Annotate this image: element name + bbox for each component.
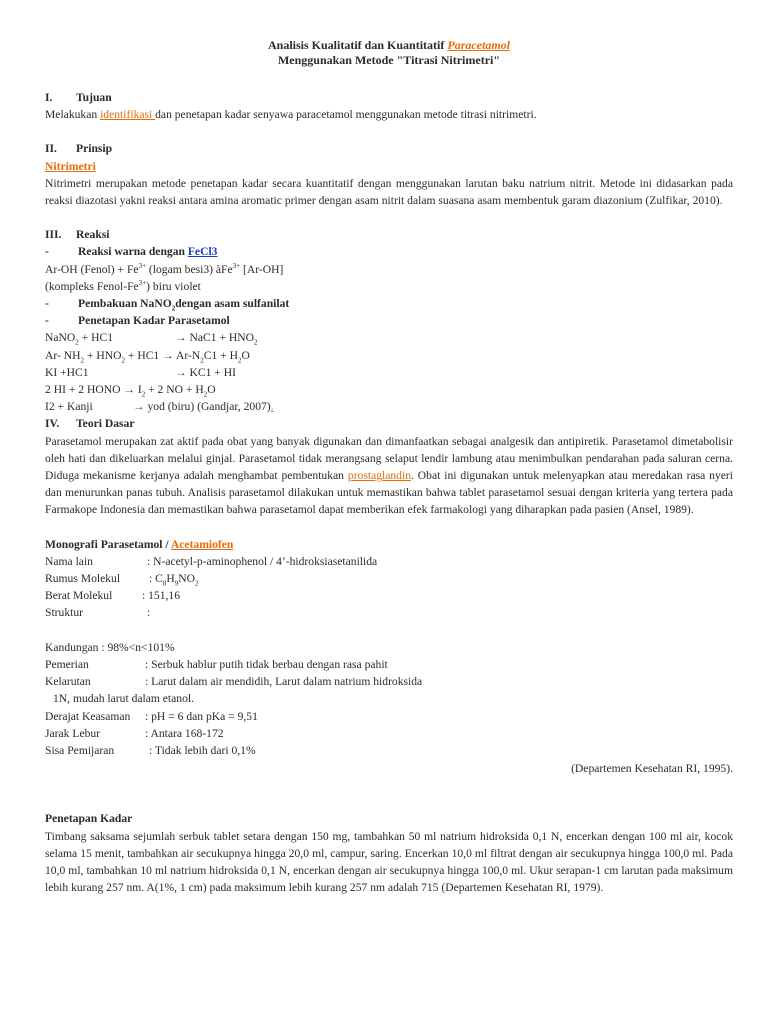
teori-paragraph: Parasetamol merupakan zat aktif pada obat yang banyak digunakan dan dimanfaatkan sebagai analgesik dan antipiretik. Parasetamol dimetabolisir oleh hati dan dikeluarkan melalui ginjal. Parasetamol tidak merangsang selaput lendir lambung atau menimbulkan pendarahan pada saluran cerna. Diduga mekanisme kerjanya adalah menghambat pembentukan prostaglandin. Obat ini digunakan untuk melenyapkan atau meredakan rasa nyeri dan menurunkan panas tubuh. Analisis parasetamol dilakukan untuk memastikan bahwa tablet parasetamol sesuai dengan kriteria yang tertera pada Farmakope Indonesia dan memastikan bahwa parasetamol dapat memberikan efek farmakologi yang diharapkan pada pasien (Ansel, 1989). bbox=[45, 434, 734, 517]
tujuan-paragraph bbox=[45, 106, 733, 123]
equation-fenol: Ar-OH (Fenol) + $Fe^{3+}$ (logam besi3) àFe$^{3+}$ [Ar-OH] bbox=[45, 261, 284, 276]
monografi-kelarutan: Kelarutan : Larut dalam air mendidih, Larut dalam natrium hidroksida bbox=[45, 675, 423, 689]
title-text: Analisis Kualitatif dan Kuantitatif bbox=[267, 38, 448, 52]
penetapan-heading: Penetapan Kadar bbox=[45, 812, 133, 826]
reaksi-item-pembakuan: - Pembakuan NaNO$_2$dengan asam sulfanilat bbox=[45, 297, 290, 313]
item-label: Reaksi warna dengan bbox=[78, 245, 188, 259]
section-number: III. bbox=[45, 228, 62, 242]
monografi-kelarutan-cont: 1N, mudah larut dalam etanol. bbox=[53, 692, 195, 706]
bullet-dash: - bbox=[45, 245, 49, 259]
reference-link[interactable]: . bbox=[270, 400, 274, 414]
monografi-struktur: Struktur : bbox=[45, 606, 151, 620]
prinsip-paragraph: Nitrimetri merupakan metode penetapan kadar secara kuantitatif dengan menggunakan larutan baku natrium nitrit. Metode ini didasarkan pada reaksi diazotasi yakni reaksi antara amina aromatic primer dengan asam nitrit dalam suasana asam membentuk garam diazonium (Zulfikar, 2010). bbox=[45, 176, 733, 208]
equation-kanji: I2 + Kanji → yod (biru) (Gandjar, 2007). bbox=[45, 400, 274, 414]
section-number: IV. bbox=[45, 417, 60, 431]
equation-ki: KI +HC1 → KC1 + HI bbox=[45, 365, 236, 379]
monografi-rumus: Rumus Molekul : $C_8H_9NO_2$ bbox=[45, 572, 199, 588]
document-title-line1 bbox=[45, 38, 733, 53]
monografi-pemerian: Pemerian : Serbuk hablur putih tidak berbau dengan rasa pahit bbox=[45, 657, 388, 671]
reaksi-item-fecl3 bbox=[45, 243, 733, 260]
bullet-dash: - bbox=[45, 314, 49, 328]
monografi-citation: (Departemen Kesehatan RI, 1995). bbox=[571, 762, 733, 776]
prostaglandin-link[interactable]: prostaglandin bbox=[347, 469, 411, 483]
paragraph-text: dan penetapan kadar senyawa paracetamol menggunakan metode titrasi nitrimetri. bbox=[155, 108, 537, 122]
section-title: Prinsip bbox=[76, 142, 113, 156]
section-heading-tujuan bbox=[45, 89, 733, 106]
monografi-berat: Berat Molekul : 151,16 bbox=[45, 589, 181, 603]
bullet-dash: - bbox=[45, 297, 49, 311]
section-number: II. bbox=[45, 142, 57, 156]
section-title: Tujuan bbox=[76, 91, 112, 104]
section-title: Teori Dasar bbox=[76, 417, 135, 431]
section-title: Reaksi bbox=[76, 228, 110, 242]
monografi-nama: Nama lain : N-acetyl-p-aminophenol / 4’-hidroksiasetanilida bbox=[45, 554, 378, 568]
penetapan-paragraph: Timbang saksama sejumlah serbuk tablet setara dengan 150 mg, tambahkan 50 ml natrium hidroksida 0,1 N, encerkan dengan 100 ml air, kocok selama 15 menit, tambahkan air secukupnya hingga 20,0 ml, campur, saring. Encerkan 10,0 ml filtrat dengan air secukupnya hingga 100,0 ml. Pada 10,0 ml, tambahkan 10 ml natrium hidroksida 0,1 N, encerkan dengan air secukupnya hingga 100,0 ml. Ukur serapan-1 cm larutan pada maksimum lebih kurang 257 nm. A(1%, 1 cm) pada maksimum lebih kurang 257 nm adalah 715 (Departemen Kesehatan RI, 1979). bbox=[45, 829, 733, 895]
fecl3-link[interactable]: FeCl3 bbox=[187, 245, 218, 259]
monografi-jarak: Jarak Lebur : Antara 168-172 bbox=[45, 726, 224, 740]
nitrimetri-link[interactable]: Nitrimetri bbox=[45, 159, 96, 173]
reaksi-item-penetapan: - Penetapan Kadar Parasetamol bbox=[45, 312, 733, 329]
monografi-derajat: Derajat Keasaman : pH = 6 dan pKa = 9,51 bbox=[45, 709, 258, 723]
monografi-sisa: Sisa Pemijaran : Tidak lebih dari 0,1% bbox=[45, 743, 256, 757]
monografi-kandungan: Kandungan : 98%<n<101% bbox=[45, 640, 175, 654]
acetamiofen-link[interactable]: Acetamiofen bbox=[170, 537, 234, 551]
document-page bbox=[45, 38, 733, 896]
monografi-heading: Monografi Parasetamol / Acetamiofen bbox=[45, 537, 234, 551]
section-heading-reaksi bbox=[45, 226, 733, 243]
equation-nano2: NaNO$_2$ + $HC1 \to NaC1 + HNO_2$ bbox=[45, 331, 258, 347]
document-title-line2: Menggunakan Metode "Titrasi Nitrimetri" bbox=[277, 53, 501, 67]
equation-kompleks: (kompleks Fenol-$Fe^{3+}$) biru violet bbox=[45, 278, 201, 293]
equation-arnh2: Ar- $NH_2 + HNO_2 + HC1 \to Ar-N_2C1 + H_2O$ bbox=[45, 348, 250, 364]
paracetamol-link[interactable]: Paracetamol bbox=[447, 38, 511, 52]
paragraph-text: Melakukan bbox=[45, 108, 101, 122]
section-heading-prinsip bbox=[45, 140, 733, 157]
identifikasi-link[interactable]: identifikasi bbox=[100, 108, 156, 122]
section-number: I. bbox=[45, 91, 53, 104]
equation-hono: 2 HI + 2 HONO → $I_2 + 2$ NO + $H_2O$ bbox=[45, 383, 216, 399]
section-heading-teori bbox=[45, 415, 733, 432]
